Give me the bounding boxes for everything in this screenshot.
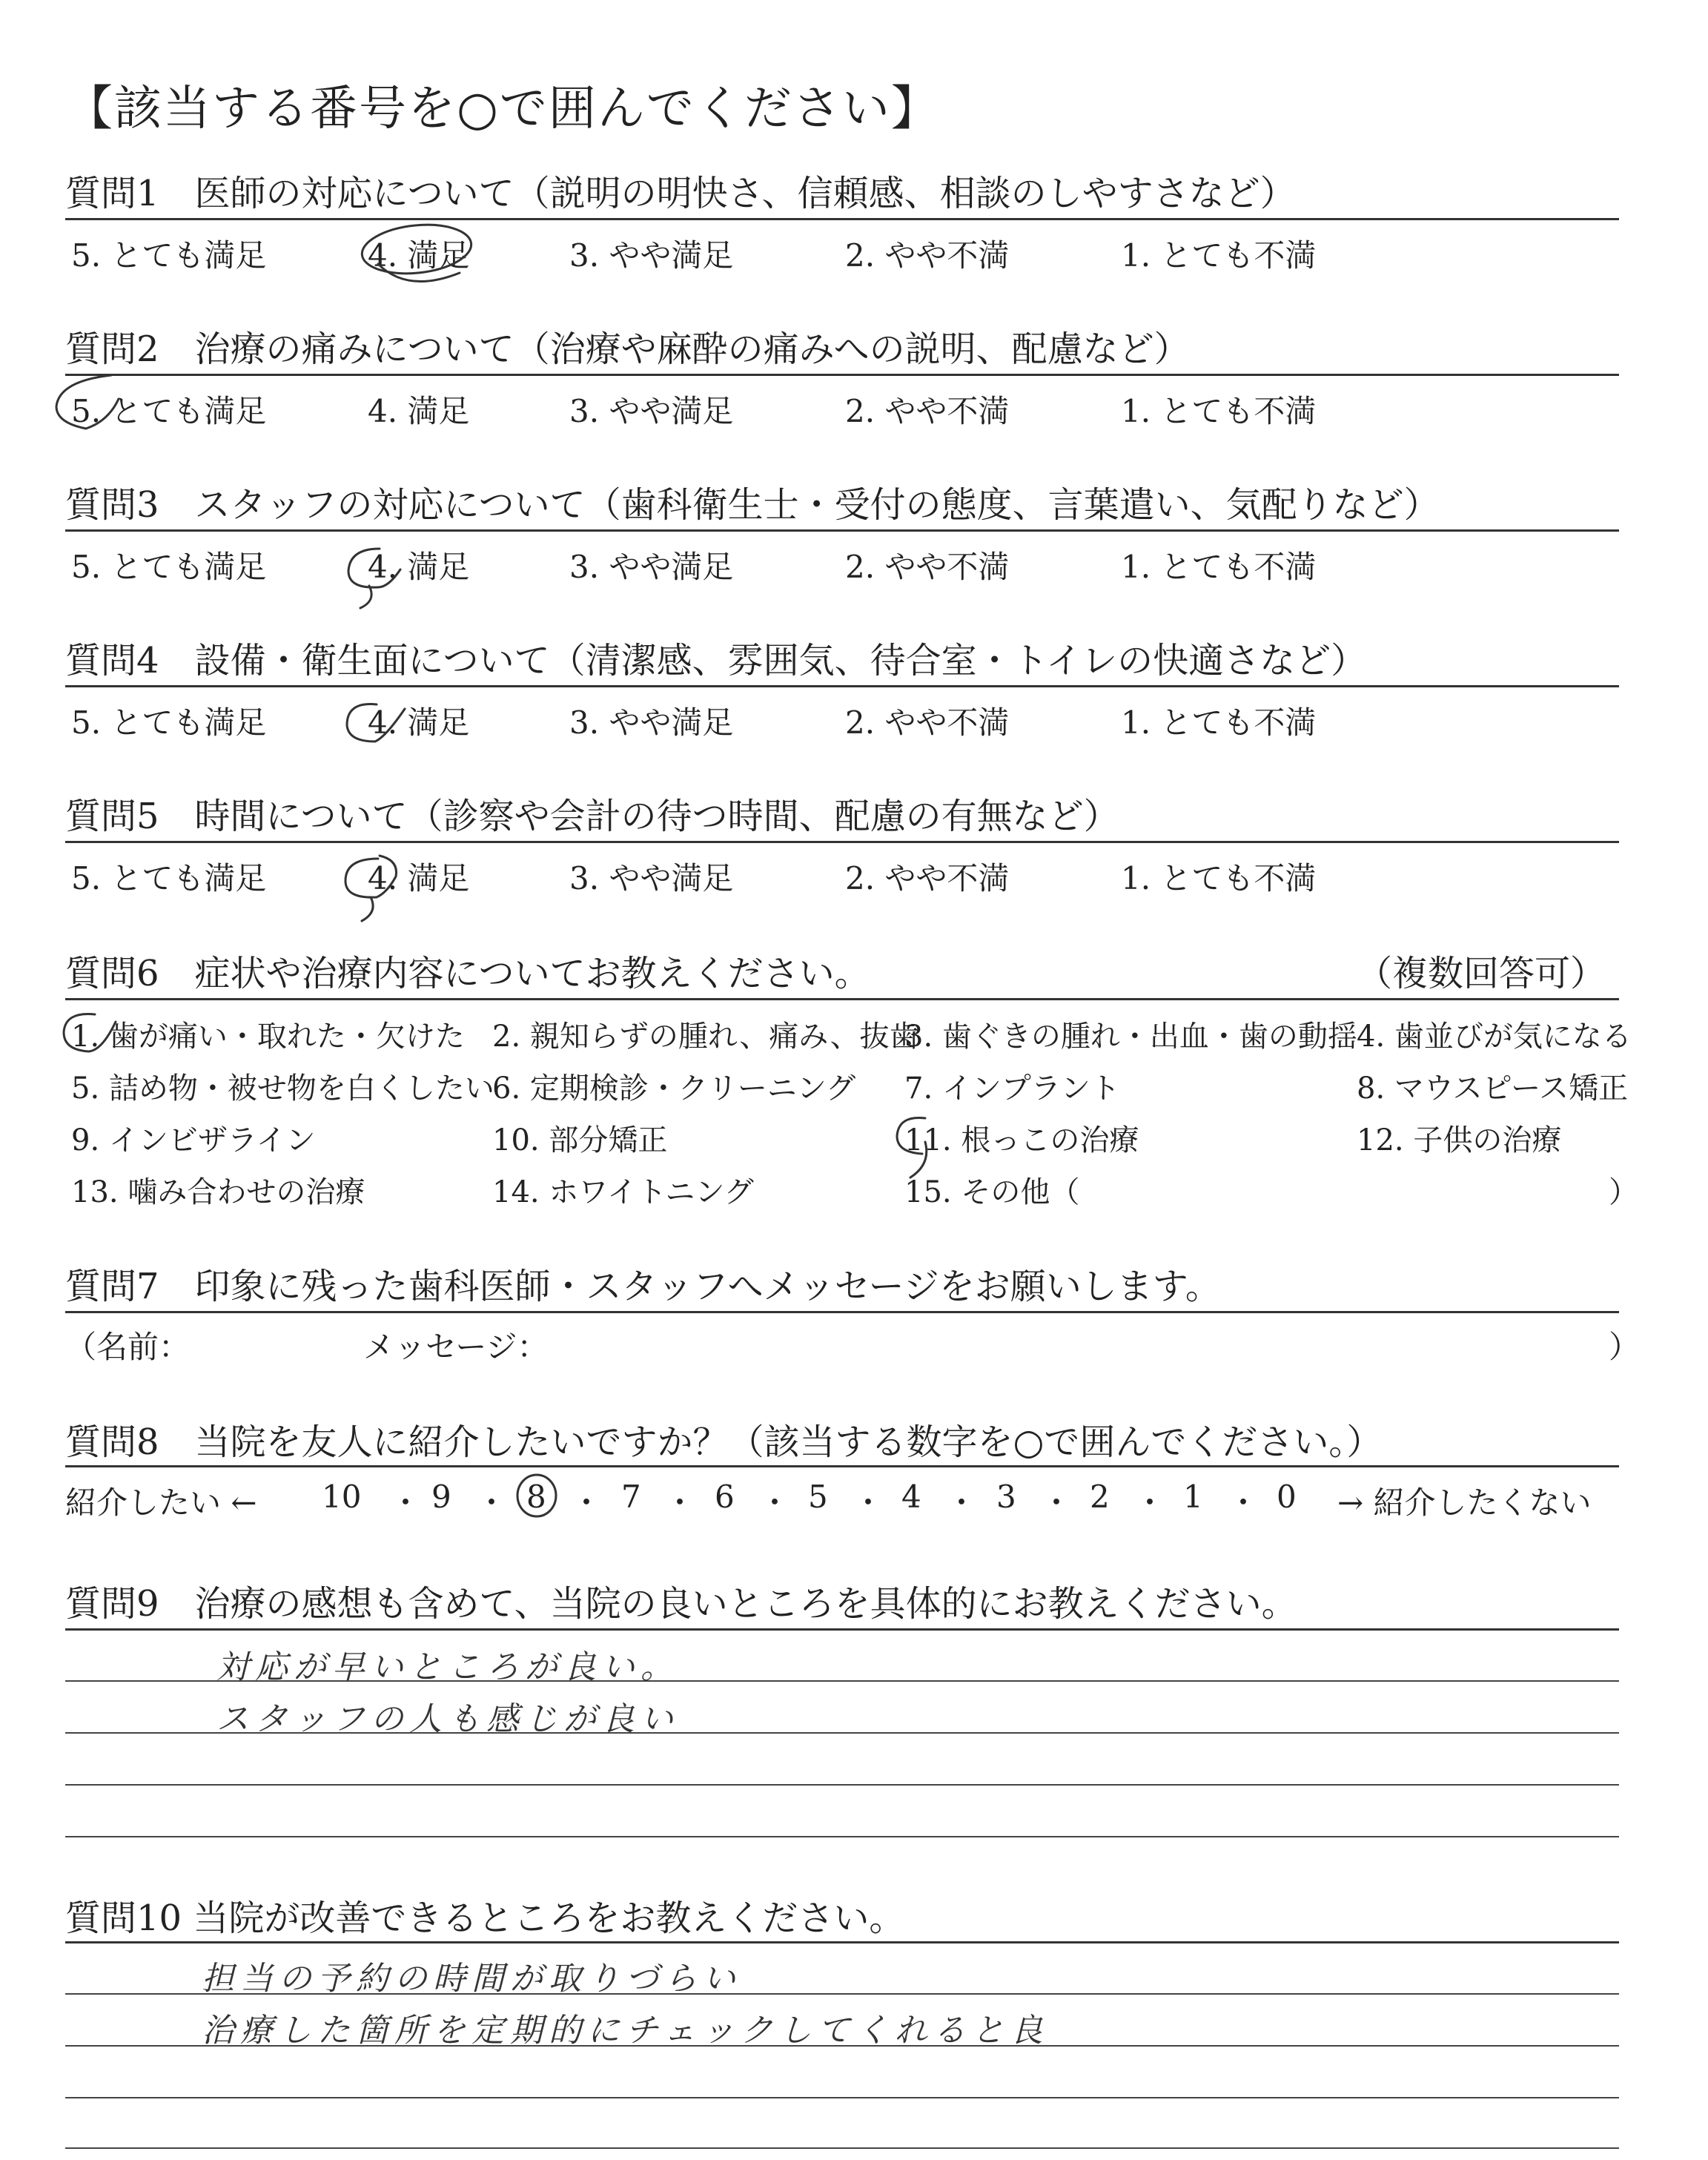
q9-title: 質問9 治療の感想も含めて、当院の良いところを具体的にお教えください。	[65, 1583, 1297, 1625]
q10-answer-line-2[interactable]: 治療した箇所を定期的にチェックしてくれると良	[202, 2012, 1049, 2050]
answer-line	[65, 1784, 1619, 1786]
q3-option-3[interactable]: 3. やや満足	[569, 549, 734, 585]
q8-score-2[interactable]: 2	[1090, 1479, 1110, 1515]
q8-separator-dot: ・	[1228, 1484, 1260, 1521]
q3-divider	[65, 529, 1619, 532]
q7-message-label: メッセージ：	[363, 1329, 549, 1365]
q8-separator-dot: ・	[476, 1484, 508, 1521]
q6-option-15-close: ）	[1609, 1175, 1638, 1209]
q2-option-5[interactable]: 5. とても満足	[71, 393, 267, 429]
q10-title: 質問10 当院が改善できるところをお教えください。	[65, 1898, 905, 1939]
q5-option-3[interactable]: 3. やや満足	[569, 860, 734, 896]
q5-option-4[interactable]: 4. 満足	[368, 860, 470, 896]
q4-title: 質問4 設備・衛生面について（清潔感、雰囲気、待合室・トイレの快適さなど）	[65, 640, 1367, 681]
q8-separator-dot: ・	[1134, 1484, 1166, 1521]
q3-title: 質問3 スタッフの対応について（歯科衛生士・受付の態度、言葉遣い、気配りなど）	[65, 484, 1440, 526]
q6-option-12[interactable]: 12. 子供の治療	[1357, 1123, 1562, 1157]
q8-score-8[interactable]: 8	[526, 1479, 546, 1515]
q8-divider	[65, 1465, 1619, 1467]
q5-option-2[interactable]: 2. やや不満	[845, 860, 1010, 896]
instruction-heading: 【該当する番号を○で囲んでください】	[65, 82, 940, 136]
q1-option-2[interactable]: 2. やや不満	[845, 237, 1010, 274]
q1-option-3[interactable]: 3. やや満足	[569, 237, 734, 274]
q7-divider	[65, 1311, 1619, 1313]
q8-score-3[interactable]: 3	[996, 1479, 1016, 1515]
q10-divider	[65, 1941, 1619, 1943]
q5-divider	[65, 841, 1619, 843]
q1-divider	[65, 218, 1619, 220]
q2-title: 質問2 治療の痛みについて（治療や麻酔の痛みへの説明、配慮など）	[65, 328, 1190, 370]
q8-score-1[interactable]: 1	[1183, 1479, 1203, 1515]
q6-option-8[interactable]: 8. マウスピース矯正	[1357, 1071, 1629, 1106]
q8-score-9[interactable]: 9	[431, 1479, 451, 1515]
q6-title: 質問6 症状や治療内容についてお教えください。	[65, 953, 870, 994]
answer-line	[65, 2097, 1619, 2098]
q8-separator-dot: ・	[571, 1484, 603, 1521]
q8-separator-dot: ・	[664, 1484, 696, 1521]
q6-option-15[interactable]: 15. その他（	[904, 1175, 1080, 1209]
answer-line	[65, 1836, 1619, 1837]
q6-option-7[interactable]: 7. インプラント	[904, 1071, 1120, 1106]
q8-score-0[interactable]: 0	[1277, 1479, 1297, 1515]
q1-option-4[interactable]: 4. 満足	[368, 237, 470, 274]
q2-option-2[interactable]: 2. やや不満	[845, 393, 1010, 429]
q1-option-1[interactable]: 1. とても不満	[1121, 237, 1317, 274]
q3-option-2[interactable]: 2. やや不満	[845, 549, 1010, 585]
q1-title: 質問1 医師の対応について（説明の明快さ、信頼感、相談のしやすさなど）	[65, 173, 1296, 214]
q7-close-paren: ）	[1609, 1329, 1641, 1365]
q6-option-6[interactable]: 6. 定期検診・クリーニング	[492, 1071, 856, 1106]
q6-option-9[interactable]: 9. インビザライン	[71, 1123, 316, 1157]
q6-option-2[interactable]: 2. 親知らずの腫れ、痛み、抜歯	[492, 1020, 919, 1054]
q7-title: 質問7 印象に残った歯科医師・スタッフへメッセージをお願いします。	[65, 1266, 1221, 1307]
q8-right-label: → 紹介したくない	[1337, 1484, 1592, 1521]
q8-score-6[interactable]: 6	[715, 1479, 735, 1515]
q6-option-10[interactable]: 10. 部分矯正	[492, 1123, 668, 1157]
q4-option-3[interactable]: 3. やや満足	[569, 704, 734, 741]
q6-option-4[interactable]: 4. 歯並びが気になる	[1357, 1020, 1632, 1054]
q2-option-4[interactable]: 4. 満足	[368, 393, 470, 429]
q6-option-1[interactable]: 1. 歯が痛い・取れた・欠けた	[71, 1020, 465, 1054]
q3-option-1[interactable]: 1. とても不満	[1121, 549, 1317, 585]
q6-note: （複数回答可）	[1357, 953, 1606, 994]
q6-option-14[interactable]: 14. ホワイトニング	[492, 1175, 754, 1209]
q1-option-5[interactable]: 5. とても満足	[71, 237, 267, 274]
q6-option-3[interactable]: 3. 歯ぐきの腫れ・出血・歯の動揺	[904, 1020, 1357, 1054]
q2-option-1[interactable]: 1. とても不満	[1121, 393, 1317, 429]
q4-option-2[interactable]: 2. やや不満	[845, 704, 1010, 741]
q6-option-5[interactable]: 5. 詰め物・被せ物を白くしたい	[71, 1071, 494, 1106]
q3-option-5[interactable]: 5. とても満足	[71, 549, 267, 585]
q7-name-label: （名前：	[65, 1329, 191, 1365]
q4-divider	[65, 685, 1619, 687]
q8-score-10[interactable]: 10	[322, 1479, 362, 1515]
q8-title: 質問8 当院を友人に紹介したいですか？（該当する数字を○で囲んでください。）	[65, 1421, 1383, 1463]
q8-left-label: 紹介したい ←	[65, 1484, 257, 1521]
q8-score-5[interactable]: 5	[808, 1479, 828, 1515]
q8-separator-dot: ・	[1041, 1484, 1073, 1521]
q4-option-4[interactable]: 4. 満足	[368, 704, 470, 741]
q8-separator-dot: ・	[759, 1484, 791, 1521]
q8-score-4[interactable]: 4	[901, 1479, 921, 1515]
q8-separator-dot: ・	[390, 1484, 422, 1521]
q5-option-1[interactable]: 1. とても不満	[1121, 860, 1317, 896]
q6-option-13[interactable]: 13. 噛み合わせの治療	[71, 1175, 365, 1209]
q9-divider	[65, 1628, 1619, 1631]
q3-option-4[interactable]: 4. 満足	[368, 549, 470, 585]
answer-line	[65, 2147, 1619, 2149]
q6-divider	[65, 998, 1619, 1000]
q5-title: 質問5 時間について（診察や会計の待つ時間、配慮の有無など）	[65, 796, 1119, 837]
q8-score-7[interactable]: 7	[621, 1479, 641, 1515]
q4-option-5[interactable]: 5. とても満足	[71, 704, 267, 741]
q2-divider	[65, 374, 1619, 376]
q9-answer-line-2[interactable]: スタッフの人も感じが良い	[216, 1700, 679, 1738]
q10-answer-line-1[interactable]: 担当の予約の時間が取りづらい	[202, 1960, 741, 1998]
q2-option-3[interactable]: 3. やや満足	[569, 393, 734, 429]
q5-option-5[interactable]: 5. とても満足	[71, 860, 267, 896]
q8-separator-dot: ・	[946, 1484, 978, 1521]
q4-option-1[interactable]: 1. とても不満	[1121, 704, 1317, 741]
q9-answer-line-1[interactable]: 対応が早いところが良い。	[216, 1648, 679, 1686]
q6-option-11[interactable]: 11. 根っこの治療	[904, 1123, 1139, 1157]
q8-separator-dot: ・	[853, 1484, 884, 1521]
